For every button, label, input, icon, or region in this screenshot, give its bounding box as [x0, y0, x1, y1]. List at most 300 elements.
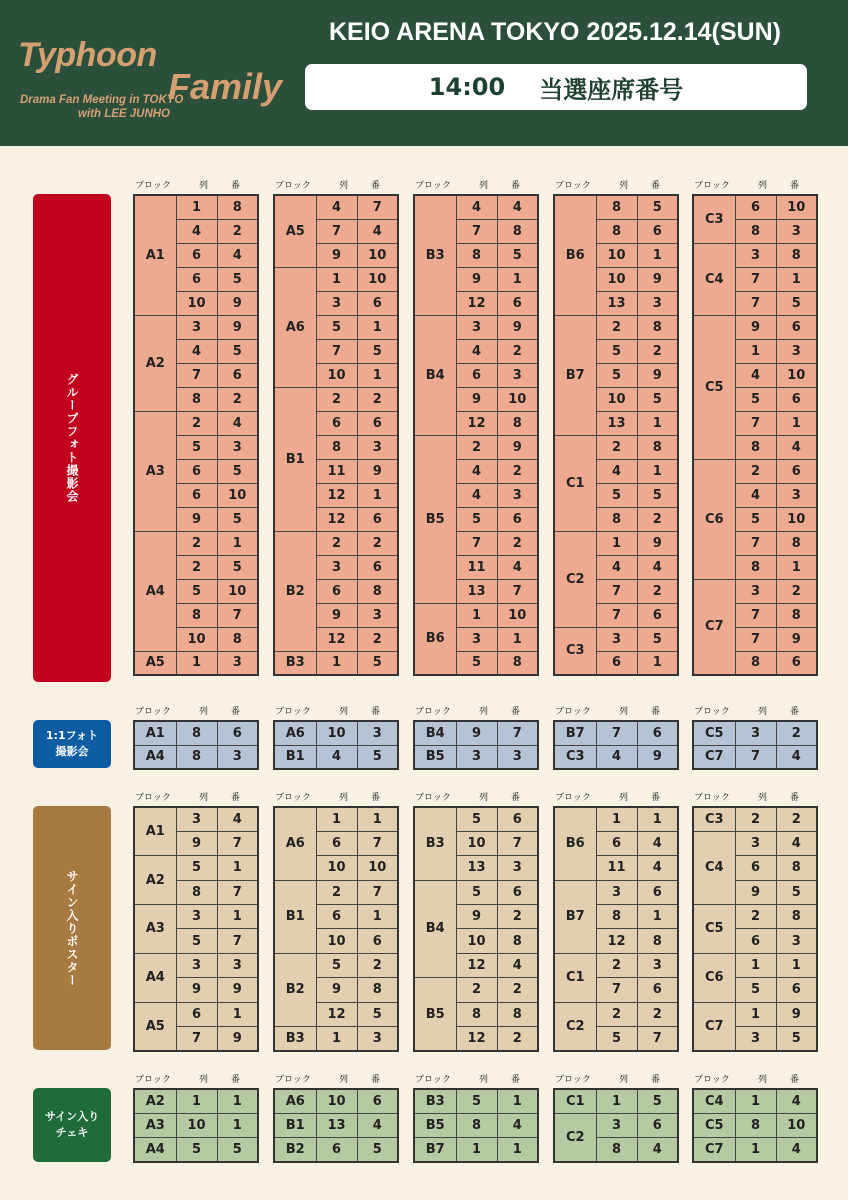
- row-cell: 3: [596, 627, 637, 651]
- row-cell: 5: [596, 1027, 637, 1051]
- row-cell: 5: [596, 483, 637, 507]
- block-cell: C1: [554, 953, 596, 1002]
- logo-subtitle-line2: with LEE JUNHO: [78, 108, 171, 120]
- seat-number-cell: 6: [776, 651, 817, 675]
- row-cell: 5: [176, 435, 217, 459]
- row-cell: 9: [316, 978, 357, 1002]
- column-header-row: 列: [619, 181, 629, 191]
- table-row: [693, 1113, 817, 1137]
- row-cell: 4: [596, 745, 637, 769]
- seat-number-cell: 1: [637, 459, 678, 483]
- row-cell: 4: [456, 459, 497, 483]
- block-cell: C5: [693, 1113, 735, 1137]
- column-header-num: 番: [511, 1075, 521, 1085]
- block-cell: C4: [693, 243, 735, 315]
- column-header-num: 番: [371, 793, 381, 803]
- seat-number-cell: 5: [217, 1138, 258, 1162]
- block-cell: B3: [414, 195, 456, 315]
- table-row: [554, 807, 678, 831]
- row-cell: 6: [735, 929, 776, 953]
- seat-number-cell: 1: [217, 1113, 258, 1137]
- page-subtitle: 当選座席番号: [539, 75, 684, 104]
- row-cell: 12: [316, 507, 357, 531]
- table-row: [274, 267, 398, 291]
- seat-number-cell: 5: [637, 195, 678, 219]
- table-row: [554, 745, 678, 769]
- row-cell: 8: [735, 651, 776, 675]
- block-cell: C3: [554, 745, 596, 769]
- seat-number-cell: 3: [217, 435, 258, 459]
- block-cell: A6: [274, 1089, 316, 1113]
- seat-number-cell: 6: [357, 507, 398, 531]
- block-cell: A5: [274, 195, 316, 267]
- row-cell: 12: [316, 483, 357, 507]
- seat-number-cell: 6: [637, 978, 678, 1002]
- seat-number-cell: 4: [217, 411, 258, 435]
- column-header-block: ブロック: [555, 1075, 591, 1085]
- row-cell: 8: [176, 880, 217, 904]
- seat-number-cell: 1: [217, 856, 258, 880]
- column-header: [692, 178, 816, 192]
- row-cell: 6: [176, 459, 217, 483]
- seat-number-cell: 2: [497, 531, 538, 555]
- seat-number-cell: 3: [497, 745, 538, 769]
- seat-number-cell: 8: [497, 929, 538, 953]
- column-header: [413, 790, 537, 804]
- block-cell: C3: [693, 195, 735, 243]
- column-header-row: 列: [199, 181, 209, 191]
- seat-number-cell: 10: [497, 603, 538, 627]
- row-cell: 5: [456, 880, 497, 904]
- block-cell: B1: [274, 1113, 316, 1137]
- row-cell: 11: [316, 459, 357, 483]
- row-cell: 5: [456, 507, 497, 531]
- column-header: [133, 1072, 257, 1086]
- row-cell: 13: [596, 291, 637, 315]
- row-cell: 9: [735, 880, 776, 904]
- row-cell: 5: [176, 856, 217, 880]
- seat-number-cell: 9: [217, 315, 258, 339]
- row-cell: 1: [596, 807, 637, 831]
- table-row: [134, 531, 258, 555]
- seat-number-cell: 6: [637, 721, 678, 745]
- column-header-row: 列: [619, 1075, 629, 1085]
- block-cell: B1: [274, 880, 316, 953]
- table-row: [134, 721, 258, 745]
- seat-number-cell: 4: [776, 831, 817, 855]
- seat-number-cell: 4: [776, 745, 817, 769]
- block-cell: C3: [693, 807, 735, 831]
- row-cell: 5: [735, 387, 776, 411]
- column-header-num: 番: [511, 707, 521, 717]
- seat-number-cell: 4: [637, 555, 678, 579]
- seat-number-cell: 5: [497, 243, 538, 267]
- block-cell: B3: [274, 651, 316, 675]
- row-cell: 13: [456, 579, 497, 603]
- row-cell: 10: [176, 627, 217, 651]
- row-cell: 9: [176, 507, 217, 531]
- seat-number-cell: 2: [776, 579, 817, 603]
- table-row: [414, 1089, 538, 1113]
- event-time: 14:00: [428, 73, 506, 101]
- seat-number-cell: 6: [776, 978, 817, 1002]
- row-cell: 10: [456, 929, 497, 953]
- row-cell: 10: [316, 929, 357, 953]
- seat-number-cell: 5: [217, 507, 258, 531]
- column-header-block: ブロック: [415, 1075, 451, 1085]
- column-header: [553, 790, 677, 804]
- table-row: [554, 195, 678, 219]
- seat-number-cell: 9: [497, 435, 538, 459]
- column-header: [553, 178, 677, 192]
- row-cell: 2: [735, 459, 776, 483]
- seat-table: [553, 806, 679, 1052]
- row-cell: 7: [735, 603, 776, 627]
- column-header-row: 列: [199, 707, 209, 717]
- column-header-num: 番: [790, 793, 800, 803]
- seat-number-cell: 8: [776, 243, 817, 267]
- seat-table: [692, 806, 818, 1052]
- seat-number-cell: 8: [497, 411, 538, 435]
- seat-number-cell: 6: [637, 603, 678, 627]
- column-header-row: 列: [199, 793, 209, 803]
- row-cell: 8: [176, 721, 217, 745]
- row-cell: 13: [456, 856, 497, 880]
- table-row: [134, 651, 258, 675]
- block-cell: A3: [134, 411, 176, 531]
- block-cell: C1: [554, 1089, 596, 1113]
- event-title: KEIO ARENA TOKYO 2025.12.14(SUN): [329, 18, 781, 46]
- seat-number-cell: 5: [217, 555, 258, 579]
- row-cell: 7: [735, 291, 776, 315]
- block-cell: A3: [134, 905, 176, 954]
- column-header: [413, 1072, 537, 1086]
- row-cell: 3: [735, 1027, 776, 1051]
- row-cell: 2: [735, 807, 776, 831]
- seat-number-cell: 3: [217, 651, 258, 675]
- row-cell: 6: [176, 1002, 217, 1026]
- block-cell: C3: [554, 627, 596, 675]
- seat-number-cell: 9: [776, 627, 817, 651]
- column-header: [273, 1072, 397, 1086]
- seat-number-cell: 2: [637, 339, 678, 363]
- table-row: [414, 978, 538, 1002]
- seat-number-cell: 5: [357, 1138, 398, 1162]
- seat-number-cell: 6: [217, 721, 258, 745]
- row-cell: 3: [176, 315, 217, 339]
- row-cell: 3: [176, 807, 217, 831]
- table-row: [274, 387, 398, 411]
- seat-number-cell: 4: [637, 831, 678, 855]
- block-cell: B4: [414, 880, 456, 978]
- row-cell: 11: [596, 856, 637, 880]
- seat-number-cell: 3: [497, 483, 538, 507]
- column-header-num: 番: [231, 793, 241, 803]
- seat-number-cell: 1: [357, 905, 398, 929]
- table-row: [693, 831, 817, 855]
- seat-table: [553, 720, 679, 770]
- row-cell: 11: [456, 555, 497, 579]
- seat-number-cell: 5: [637, 1089, 678, 1113]
- row-cell: 8: [456, 1002, 497, 1026]
- row-cell: 1: [316, 807, 357, 831]
- column-header-num: 番: [231, 1075, 241, 1085]
- seat-table: [133, 1088, 259, 1163]
- seat-number-cell: 1: [497, 1138, 538, 1162]
- row-cell: 7: [735, 531, 776, 555]
- row-cell: 2: [316, 531, 357, 555]
- seat-number-cell: 7: [217, 929, 258, 953]
- row-cell: 5: [176, 929, 217, 953]
- seat-number-cell: 4: [497, 953, 538, 977]
- row-cell: 10: [176, 291, 217, 315]
- row-cell: 4: [316, 745, 357, 769]
- seat-number-cell: 10: [497, 387, 538, 411]
- column-header-num: 番: [511, 181, 521, 191]
- seat-number-cell: 6: [357, 411, 398, 435]
- row-cell: 5: [456, 651, 497, 675]
- seat-number-cell: 10: [776, 507, 817, 531]
- row-cell: 9: [735, 315, 776, 339]
- column-header-row: 列: [758, 707, 768, 717]
- block-cell: C4: [693, 831, 735, 904]
- row-cell: 8: [176, 603, 217, 627]
- row-cell: 1: [456, 1138, 497, 1162]
- column-header-row: 列: [339, 1075, 349, 1085]
- table-row: [414, 315, 538, 339]
- seat-number-cell: 1: [217, 905, 258, 929]
- row-cell: 8: [176, 745, 217, 769]
- table-row: [134, 1089, 258, 1113]
- row-cell: 5: [316, 953, 357, 977]
- seat-table: [692, 194, 818, 676]
- row-cell: 1: [596, 531, 637, 555]
- block-cell: A4: [134, 745, 176, 769]
- seat-number-cell: 9: [637, 267, 678, 291]
- seat-number-cell: 10: [776, 363, 817, 387]
- seat-table: [553, 1088, 679, 1163]
- seat-number-cell: 1: [776, 555, 817, 579]
- column-header-row: 列: [339, 181, 349, 191]
- row-cell: 6: [735, 856, 776, 880]
- block-cell: B2: [274, 953, 316, 1026]
- row-cell: 12: [456, 291, 497, 315]
- row-cell: 9: [176, 831, 217, 855]
- column-header: [553, 704, 677, 718]
- seat-number-cell: 9: [776, 1002, 817, 1026]
- row-cell: 7: [176, 1027, 217, 1051]
- row-cell: 6: [316, 905, 357, 929]
- table-row: [414, 880, 538, 904]
- row-cell: 3: [596, 880, 637, 904]
- block-cell: A4: [134, 953, 176, 1002]
- column-header-num: 番: [231, 181, 241, 191]
- table-row: [134, 856, 258, 880]
- block-cell: A3: [134, 1113, 176, 1137]
- seat-number-cell: 4: [776, 1089, 817, 1113]
- table-row: [693, 1089, 817, 1113]
- seat-number-cell: 2: [776, 721, 817, 745]
- block-cell: B7: [554, 315, 596, 435]
- block-cell: A6: [274, 267, 316, 387]
- block-cell: C6: [693, 953, 735, 1002]
- row-cell: 2: [176, 555, 217, 579]
- seat-number-cell: 3: [637, 953, 678, 977]
- row-cell: 4: [316, 195, 357, 219]
- section-label-text: サイン入りポスター: [65, 869, 79, 987]
- block-cell: C5: [693, 905, 735, 954]
- seat-number-cell: 1: [637, 411, 678, 435]
- seat-number-cell: 8: [497, 1002, 538, 1026]
- seat-number-cell: 7: [637, 1027, 678, 1051]
- row-cell: 6: [316, 579, 357, 603]
- seat-number-cell: 3: [357, 435, 398, 459]
- seat-number-cell: 2: [217, 387, 258, 411]
- logo-title-line1: Typhoon: [18, 36, 157, 74]
- seat-number-cell: 3: [357, 1027, 398, 1051]
- seat-number-cell: 5: [357, 339, 398, 363]
- seat-number-cell: 3: [497, 363, 538, 387]
- column-header-row: 列: [479, 707, 489, 717]
- column-header: [413, 178, 537, 192]
- seat-number-cell: 2: [217, 219, 258, 243]
- column-header-num: 番: [651, 707, 661, 717]
- block-cell: A5: [134, 651, 176, 675]
- row-cell: 6: [596, 651, 637, 675]
- seat-number-cell: 10: [357, 243, 398, 267]
- seat-number-cell: 6: [637, 1113, 678, 1137]
- row-cell: 5: [176, 579, 217, 603]
- column-header-row: 列: [758, 1075, 768, 1085]
- row-cell: 1: [735, 1089, 776, 1113]
- column-header-num: 番: [371, 707, 381, 717]
- row-cell: 8: [735, 435, 776, 459]
- seat-number-cell: 3: [776, 483, 817, 507]
- seat-table: [413, 720, 539, 770]
- seat-number-cell: 10: [357, 856, 398, 880]
- row-cell: 5: [596, 363, 637, 387]
- block-cell: B4: [414, 721, 456, 745]
- row-cell: 8: [456, 243, 497, 267]
- table-row: [693, 195, 817, 219]
- column-header-row: 列: [758, 793, 768, 803]
- row-cell: 4: [456, 339, 497, 363]
- block-cell: A4: [134, 531, 176, 651]
- seat-table: [273, 720, 399, 770]
- row-cell: 2: [316, 387, 357, 411]
- block-cell: B2: [274, 1138, 316, 1162]
- block-cell: B7: [414, 1138, 456, 1162]
- row-cell: 2: [176, 531, 217, 555]
- column-header-block: ブロック: [135, 181, 171, 191]
- column-header-block: ブロック: [275, 1075, 311, 1085]
- row-cell: 8: [596, 507, 637, 531]
- row-cell: 7: [596, 579, 637, 603]
- row-cell: 10: [316, 363, 357, 387]
- seat-number-cell: 1: [776, 267, 817, 291]
- row-cell: 7: [316, 219, 357, 243]
- block-cell: C2: [554, 1002, 596, 1051]
- row-cell: 7: [596, 603, 637, 627]
- row-cell: 5: [456, 807, 497, 831]
- seat-number-cell: 8: [637, 435, 678, 459]
- row-cell: 5: [456, 1089, 497, 1113]
- seat-number-cell: 7: [217, 831, 258, 855]
- table-row: [414, 1138, 538, 1162]
- row-cell: 7: [735, 627, 776, 651]
- seat-number-cell: 7: [357, 195, 398, 219]
- block-cell: B1: [274, 387, 316, 531]
- row-cell: 8: [176, 387, 217, 411]
- block-cell: B3: [414, 1089, 456, 1113]
- event-logo: [18, 36, 293, 126]
- row-cell: 1: [316, 1027, 357, 1051]
- table-row: [134, 1113, 258, 1137]
- table-row: [554, 1089, 678, 1113]
- row-cell: 9: [176, 978, 217, 1002]
- row-cell: 3: [735, 579, 776, 603]
- seat-number-cell: 5: [357, 651, 398, 675]
- row-cell: 4: [735, 363, 776, 387]
- seat-table: [133, 194, 259, 676]
- column-header-block: ブロック: [555, 793, 591, 803]
- seat-number-cell: 9: [637, 745, 678, 769]
- column-header-row: 列: [339, 793, 349, 803]
- seat-number-cell: 6: [217, 363, 258, 387]
- block-cell: B7: [554, 880, 596, 953]
- row-cell: 7: [596, 721, 637, 745]
- row-cell: 8: [735, 555, 776, 579]
- seat-table: [692, 720, 818, 770]
- block-cell: B6: [554, 807, 596, 880]
- seat-number-cell: 4: [776, 1138, 817, 1162]
- block-cell: C7: [693, 1002, 735, 1051]
- row-cell: 10: [316, 1089, 357, 1113]
- seat-number-cell: 4: [776, 435, 817, 459]
- row-cell: 8: [735, 1113, 776, 1137]
- row-cell: 10: [596, 267, 637, 291]
- row-cell: 7: [456, 531, 497, 555]
- seat-number-cell: 7: [217, 603, 258, 627]
- seat-number-cell: 2: [357, 531, 398, 555]
- section-label-text: サイン入り チェキ: [44, 1110, 100, 1139]
- row-cell: 12: [456, 411, 497, 435]
- column-header-row: 列: [199, 1075, 209, 1085]
- seat-number-cell: 5: [776, 1027, 817, 1051]
- seat-number-cell: 5: [637, 483, 678, 507]
- row-cell: 2: [735, 905, 776, 929]
- block-cell: A1: [134, 195, 176, 315]
- table-row: [554, 721, 678, 745]
- row-cell: 13: [596, 411, 637, 435]
- block-cell: B2: [274, 531, 316, 651]
- row-cell: 5: [735, 978, 776, 1002]
- block-cell: A1: [134, 721, 176, 745]
- row-cell: 2: [596, 1002, 637, 1026]
- table-row: [414, 435, 538, 459]
- row-cell: 3: [735, 721, 776, 745]
- table-row: [693, 243, 817, 267]
- seat-number-cell: 10: [776, 1113, 817, 1137]
- row-cell: 8: [316, 435, 357, 459]
- table-row: [554, 953, 678, 977]
- seat-number-cell: 8: [776, 856, 817, 880]
- row-cell: 3: [176, 905, 217, 929]
- row-cell: 7: [316, 339, 357, 363]
- seat-number-cell: 4: [497, 195, 538, 219]
- seat-number-cell: 8: [497, 651, 538, 675]
- table-row: [274, 1113, 398, 1137]
